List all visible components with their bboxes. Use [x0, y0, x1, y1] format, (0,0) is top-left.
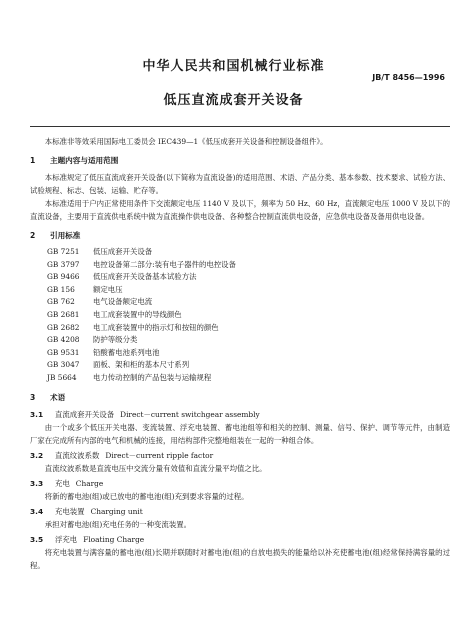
term-heading	[30, 477, 450, 490]
term-number: 3.4	[30, 506, 44, 516]
term-english: Floating Charge	[83, 534, 145, 544]
reference-title: 电工成套装置中的指示灯和按钮的颜色	[93, 322, 219, 332]
reference-code: GB 3047	[47, 360, 80, 370]
reference-item	[30, 259, 450, 272]
reference-item	[30, 347, 450, 360]
reference-title: 电力传动控制的产品包装与运输规程	[93, 372, 212, 382]
reference-title: 铅酸蓄电池系列电池	[93, 347, 160, 357]
term-name: 直流纹波系数	[55, 450, 100, 460]
reference-code: GB 2681	[47, 309, 80, 319]
term-definition: 承担对蓄电池(组)充电任务的一种变流装置。	[44, 519, 191, 529]
section-2-heading	[30, 229, 450, 242]
term-heading	[30, 408, 450, 421]
term-english: Charging unit	[90, 506, 143, 516]
reference-title: 面板、架和柜的基本尺寸系列	[93, 360, 190, 370]
term-definition: 由一个或多个低压开关电器、变流装置、浮充电装置、蓄电池组等和相关的控制、测量、信号、保护、调节等元件，由制造厂家在完成所有内部的电气和机械的连接，用结构部件完整地组装在一起的一种组合体。	[30, 422, 450, 445]
reference-title: 低压成套开关设备基本试验方法	[93, 272, 197, 282]
reference-list	[30, 246, 450, 385]
reference-code: GB 4208	[47, 335, 80, 345]
term-number: 3.3	[30, 478, 44, 488]
reference-item	[30, 309, 450, 322]
term-english: Charge	[75, 478, 104, 488]
term-name: 浮充电	[55, 534, 78, 544]
reference-item	[30, 322, 450, 335]
reference-title: 电气设备额定电流	[93, 297, 153, 307]
reference-item	[30, 284, 450, 297]
term-number: 3.5	[30, 534, 44, 544]
section-title: 主题内容与适用范围	[50, 156, 119, 165]
reference-item	[30, 359, 450, 372]
reference-code: GB 9531	[47, 347, 80, 357]
reference-code: GB 3797	[47, 259, 80, 269]
term-heading	[30, 533, 450, 546]
section-1-paragraph-1: 本标准规定了低压直流成套开关设备(以下简称为直流设备)的适用范围、术语、产品分类、基本参数、技术要求、试验方法、试验规程、标志、包装、运输、贮存等。	[30, 173, 450, 195]
term-definition: 将充电装置与满容量的蓄电池(组)长期并联随时对蓄电池(组)的自放电损失的能量给以补充使蓄电池(组)经常保持满容量的过程。	[30, 547, 450, 570]
term-definition: 将新的蓄电池(组)或已放电的蓄电池(组)充到要求容量的过程。	[44, 491, 249, 501]
term-english: Direct－current switchgear assembly	[120, 409, 260, 419]
reference-title: 电工成套装置中的导线颜色	[93, 309, 182, 319]
section-title: 术语	[50, 392, 66, 402]
reference-title: 电控设备第二部分:装有电子器件的电控设备	[93, 259, 236, 269]
reference-code: GB 156	[47, 284, 75, 294]
standard-type: 中华人民共和国机械行业标准	[142, 59, 325, 74]
document-title: 低压直流成套开关设备	[163, 93, 304, 108]
header-rule	[30, 126, 450, 127]
reference-code: GB 7251	[47, 247, 80, 256]
reference-item	[30, 271, 450, 284]
section-number: 3	[30, 392, 36, 402]
reference-title: 低压成套开关设备	[93, 247, 153, 256]
reference-item	[30, 372, 450, 385]
term-name: 充电	[55, 478, 70, 488]
standard-code: JB/T 8456—1996	[372, 73, 445, 82]
reference-item	[30, 334, 450, 347]
term-heading	[30, 449, 450, 462]
term-name: 直流成套开关设备	[55, 409, 115, 419]
reference-code: GB 2682	[47, 322, 80, 332]
reference-code: JB 5664	[47, 372, 77, 382]
term-definition: 直流纹波系数是直流电压中交流分量有效值和直流分量平均值之比。	[44, 463, 267, 473]
reference-title: 防护等级分类	[93, 335, 138, 345]
section-1-paragraph-2: 本标准适用于户内正常使用条件下交流额定电压 1140 V 及以下，频率为 50 Hz、60 Hz，直流额定电压 1000 V 及以下的直流设备，主要用于直流供电系统中做为直流操作供电设备、各种整合控制直流供电设备，应急供电设备及备用供电设备。	[30, 199, 450, 221]
term-number: 3.2	[30, 450, 44, 460]
reference-code: GB 762	[47, 297, 75, 307]
document-body	[30, 135, 450, 572]
section-number: 2	[30, 231, 36, 240]
section-1-heading	[30, 154, 450, 167]
section-title: 引用标准	[50, 231, 81, 240]
reference-item	[30, 246, 450, 259]
reference-code: GB 9466	[47, 272, 80, 282]
section-number: 1	[30, 156, 36, 165]
term-english: Direct－current ripple factor	[105, 450, 214, 460]
section-3-heading	[30, 391, 450, 404]
intro-paragraph: 本标准非等效采用国际电工委员会 IEC439—1《低压成套开关设备和控制设备组件》。	[44, 137, 328, 146]
term-number: 3.1	[30, 409, 44, 419]
reference-title: 额定电压	[93, 284, 123, 294]
term-heading	[30, 505, 450, 518]
term-name: 充电装置	[55, 506, 85, 516]
reference-item	[30, 296, 450, 309]
